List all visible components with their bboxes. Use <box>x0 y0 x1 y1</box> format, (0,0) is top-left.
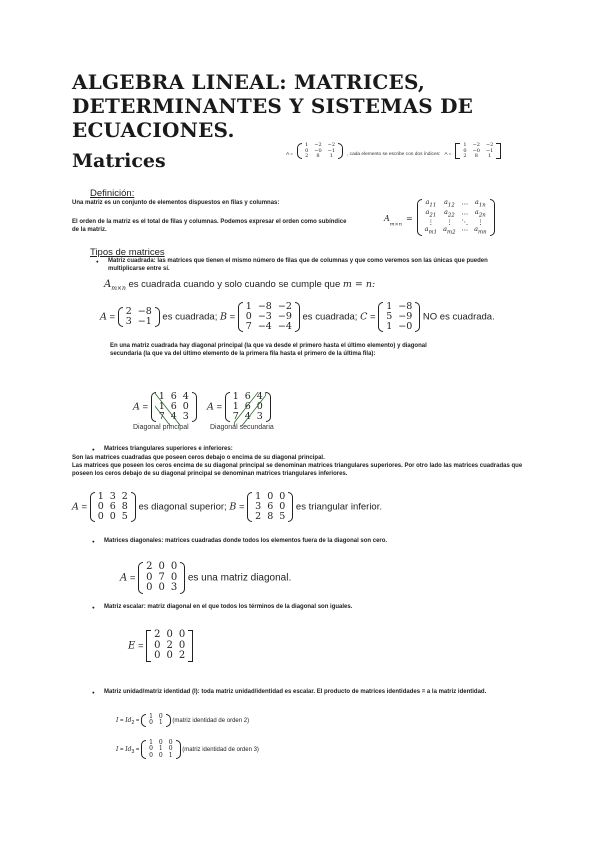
triangular-ex2-text: es triangular inferior. <box>295 501 382 513</box>
matrix-identity-3: 1 0 0 0 1 0 0 0 1 <box>141 740 180 759</box>
caption-secundaria: Diagonal secundaria <box>210 424 274 431</box>
square-ex3-text: NO es cuadrada. <box>422 311 495 323</box>
matrix-c-nonsquare: 1 −8 5 −9 1 −0 <box>378 302 420 332</box>
top-matrix-a: 1 −2 −2 0 −0 −1 2 8 1 <box>297 143 343 159</box>
amxn-subscript: m×n <box>389 221 402 228</box>
top-example-lhs: A = <box>286 152 294 157</box>
amxn-label: A <box>384 214 390 224</box>
types-heading: Tipos de matrices <box>90 247 165 258</box>
matrix-scalar: 2 0 0 0 2 0 0 0 2 <box>146 630 193 662</box>
matrix-lower-triangular: 1 0 0 3 6 0 2 8 5 <box>247 492 293 522</box>
square-ex2-text: es cuadrada; <box>302 311 358 323</box>
matrix-secondary: 1 6 4 1 6 0 7 4 3 <box>225 392 271 422</box>
square-statement-text: es cuadrada cuando y solo cuando se cumple que <box>128 279 341 290</box>
identity-2-text: (matriz identidad de orden 2) <box>172 717 250 724</box>
diagonal-secondary-figure: A = 1 6 4 1 6 0 7 4 3 <box>207 392 271 422</box>
scalar-example: E = 2 0 0 0 2 0 0 0 2 <box>128 630 193 662</box>
matrix-a-square: 2 −8 3 −1 <box>118 307 160 327</box>
definition-heading: Definición: <box>90 188 135 199</box>
definition-line1: Una matriz es un conjunto de elementos dispuestos en filas y columnas: <box>72 200 280 206</box>
diagonal-explanation: En una matriz cuadrada hay diagonal principal (la que va desde el primero hasta el último elemento) y diagonal secundaria (la que va del último elemento de la primera fila hasta el primero de la última fila): <box>110 343 427 357</box>
triangular-line1: Son las matrices cuadradas que poseen ceros debajo o encima de su diagonal principal. <box>72 455 325 461</box>
matrix-identity-2: 1 0 0 1 <box>141 714 171 727</box>
triangular-ex1-text: es diagonal superior; <box>138 501 227 513</box>
identity-3: $I = Id_3$ = 1 0 0 0 1 0 0 0 1 (matriz identidad de orden 3) <box>116 739 259 759</box>
diagonal-principal-figure: A = 1 6 4 1 6 0 7 4 3 <box>133 392 197 422</box>
square-condition: m = n: <box>342 279 376 290</box>
triangular-line2: Las matrices que poseen los ceros encima de su diagonal principal se denominan matrices triangulares superiores. Por otro lado las matrices cuadradas que poseen los ceros debajo de su diagonal principal se denominan matrices triangulares inferiores. <box>72 463 523 477</box>
matrix-upper-triangular: 1 3 2 0 6 8 0 0 5 <box>90 492 136 522</box>
document-title: ALGEBRA LINEAL: MATRICES, DETERMINANTES Y SISTEMAS DE ECUACIONES. <box>72 70 474 142</box>
top-example <box>286 142 501 160</box>
bullet-triangular: ● Matrices triangulares superiores e inferiores: <box>104 446 504 454</box>
identity-3-text: (matriz identidad de orden 3) <box>182 747 259 754</box>
diagonal-example-text: es una matriz diagonal. <box>187 572 292 584</box>
identity-2: $I = Id_2$ = 1 0 0 1 (matriz identidad de orden 2) <box>116 713 250 727</box>
general-matrix-body: $a_{11}$ $a_{12}$ ⋯ $a_{1n}$ $a_{21}$ $a_{22}$ ⋯ $a_{2n}$ ⋮ ⋮ ⋱ ⋮ $a_{m1}$ $a_{m2}$ ⋯ $a_{mn}$ <box>417 199 495 236</box>
square-statement: $A_{m\times n}$ es cuadrada cuando y solo cuando se cumple que m = n: <box>104 279 376 292</box>
bullet-diagonal: ● Matrices diagonales: matrices cuadradas donde todos los elementos fuera de la diagonal son cero. <box>104 538 524 546</box>
matrix-b-square: 1 −8 −2 0 −3 −9 7 −4 −4 <box>238 302 300 332</box>
matrix-diagonal: 2 0 0 0 7 0 0 0 3 <box>138 562 185 594</box>
secondary-diagonal-mark <box>229 392 273 426</box>
triangular-examples: A = 1 3 2 0 6 8 0 0 5 es diagonal superior; B = 1 0 0 3 6 0 2 8 5 es triangular inferior. <box>72 491 382 522</box>
square-examples: A = 2 −8 3 −1 es cuadrada; B = 1 −8 −2 0 −3 −9 7 −4 −4 es cuadrada; C = 1 −8 5 −9 1 −0 NO es cuadrada. <box>100 301 495 332</box>
top-example-text: , cada elemento se escribe con dos índices: <box>347 152 441 157</box>
square-ex1-text: es cuadrada; <box>162 311 218 323</box>
general-matrix: $A_{m\times n}$ = $a_{11}$ $a_{12}$ ⋯ $a_{1n}$ $a_{21}$ $a_{22}$ ⋯ $a_{2n}$ ⋮ ⋮ ⋱ ⋮ $a_{m1}$ $a_{m2}$ ⋯ $a_{mn}$ <box>384 199 495 236</box>
bullet-scalar: ● Matriz escalar: matriz diagonal en el que todos los términos de la diagonal son iguales. <box>104 604 524 612</box>
section-title: Matrices <box>72 150 166 172</box>
caption-principal: Diagonal principal <box>133 424 189 431</box>
definition-line2: El orden de la matriz es el total de filas y columnas. Podemos expresar el orden como subíndice de la matriz. <box>72 219 347 233</box>
matrix-principal: 1 6 4 1 6 0 7 4 3 <box>151 392 197 422</box>
bullet-square: ● Matriz cuadrada: las matrices que tienen el mismo número de filas que de columnas y que como veremos son las únicas que pueden multiplicarse entre sí. <box>108 258 508 273</box>
bullet-identity: ● Matriz unidad/matriz identidad (I): toda matriz unidad/identidad es escalar. El producto de matrices identidades = a la matriz identidad. <box>104 689 524 697</box>
top-example-rhs: A = <box>444 152 452 157</box>
diagonal-example: A = 2 0 0 0 7 0 0 0 3 es una matriz diagonal. <box>120 561 292 593</box>
top-matrix-b: 1 −2 −2 0 −0 −1 2 8 1 <box>455 143 501 159</box>
principal-diagonal-mark <box>155 392 199 426</box>
